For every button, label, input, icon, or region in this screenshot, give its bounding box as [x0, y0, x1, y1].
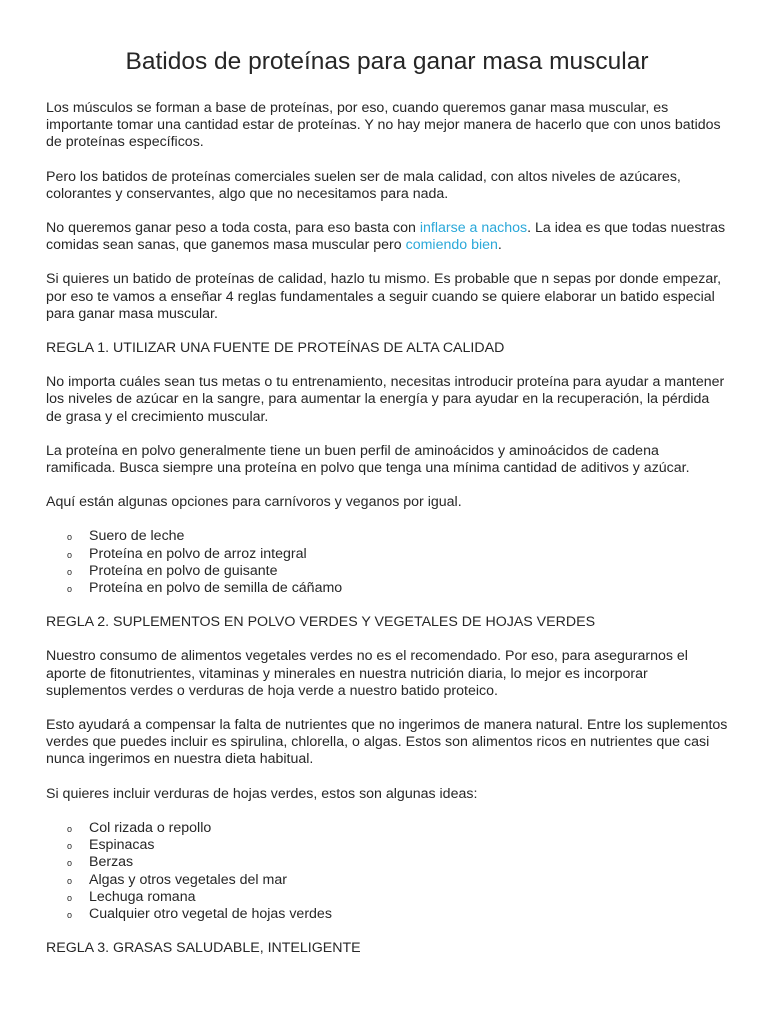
bullet-icon: o	[67, 892, 73, 903]
rule-1-paragraph-1: No importa cuáles sean tus metas o tu entrenamiento, necesitas introducir proteína para ayudar a mantener los niveles de azúcar en la sangre, para aumentar la energía y para ayudar en la recuperación, la pérdida de grasa y el crecimiento muscular.	[46, 374, 725, 425]
list-item	[67, 580, 728, 597]
list-item-text: Proteína en polvo de arroz integral	[89, 545, 307, 562]
rule-2-paragraph-2: Esto ayudará a compensar la falta de nutrientes que no ingerimos de manera natural. Entre los suplementos verdes que puedes incluir es spirulina, chlorella, o algas. Estos son alimentos ricos en nutrientes que casi nunca ingerimos en nuestra dieta habitual.	[46, 717, 728, 768]
rule-1-paragraph-3: Aquí están algunas opciones para carnívoros y veganos por igual.	[46, 494, 462, 511]
list-item-text: Proteína en polvo de semilla de cáñamo	[89, 580, 343, 597]
intro-paragraph-3-text-c: .	[497, 237, 502, 254]
bullet-icon: o	[67, 841, 73, 852]
list-item	[67, 905, 728, 923]
list-item	[67, 545, 728, 563]
list-item	[67, 562, 728, 580]
list-item	[67, 837, 728, 854]
inflarse-a-nachos-link[interactable]: inflarse a nachos	[419, 220, 528, 237]
intro-paragraph-3-text-a: No queremos ganar peso a toda costa, para eso basta con	[46, 220, 420, 237]
rule-1-heading: REGLA 1. UTILIZAR UNA FUENTE DE PROTEÍNAS DE ALTA CALIDAD	[46, 340, 505, 357]
rule-2-paragraph-3: Si quieres incluir verduras de hojas verdes, estos son algunas ideas:	[46, 785, 478, 802]
bullet-icon: o	[67, 858, 73, 869]
list-item-text: Lechuga romana	[89, 888, 196, 905]
list-item	[67, 819, 728, 837]
intro-paragraph-1: Los músculos se forman a base de proteínas, por eso, cuando queremos ganar masa muscular, es importante tomar una cantidad estar de proteínas. Y no hay mejor manera de hacerlo que con unos batidos de proteínas específicos.	[46, 100, 721, 151]
comiendo-bien-link[interactable]: comiendo bien	[405, 237, 498, 254]
bullet-icon: o	[67, 823, 73, 834]
rule-3-heading: REGLA 3. GRASAS SALUDABLE, INTELIGENTE	[46, 940, 361, 957]
intro-paragraph-3	[46, 220, 728, 254]
rule-2-paragraph-1: Nuestro consumo de alimentos vegetales verdes no es el recomendado. Por eso, para asegurarnos el aporte de fitonutrientes, vitaminas y minerales en nuestra nutrición diaria, lo mejor es incorporar suplementos verdes o verduras de hoja verde a nuestro batido proteico.	[46, 648, 688, 699]
list-item	[67, 888, 728, 906]
green-vegetables-list	[46, 820, 728, 923]
bullet-icon: o	[67, 566, 73, 577]
list-item-text: Algas y otros vegetales del mar	[89, 871, 287, 888]
rule-2-heading: REGLA 2. SUPLEMENTOS EN POLVO VERDES Y VEGETALES DE HOJAS VERDES	[46, 614, 596, 631]
bullet-icon: o	[67, 875, 73, 886]
intro-paragraph-3-text-b: . La idea es que todas nuestras comidas sean sanas, que ganemos masa muscular pero	[46, 220, 726, 254]
list-item-text: Suero de leche	[89, 528, 185, 545]
list-item-text: Col rizada o repollo	[89, 819, 212, 836]
bullet-icon: o	[67, 909, 73, 920]
list-item	[67, 528, 728, 545]
list-item	[67, 854, 728, 871]
intro-paragraph-2: Pero los batidos de proteínas comerciales suelen ser de mala calidad, con altos niveles de azúcares, colorantes y conservantes, algo que no necesitamos para nada.	[46, 168, 681, 202]
bullet-icon: o	[67, 549, 73, 560]
rule-1-paragraph-2: La proteína en polvo generalmente tiene un buen perfil de aminoácidos y aminoácidos de cadena ramificada. Busca siempre una proteína en polvo que tenga una mínima cantidad de aditivos y azúcar.	[46, 442, 690, 477]
bullet-icon: o	[67, 584, 73, 595]
protein-options-list	[46, 528, 728, 597]
intro-paragraph-4: Si quieres un batido de proteínas de calidad, hazlo tu mismo. Es probable que n sepas por donde empezar, por eso te vamos a enseñar 4 reglas fundamentales a seguir cuando se quiere elaborar un batido especial para ganar masa muscular.	[46, 271, 722, 322]
list-item-text: Cualquier otro vegetal de hojas verdes	[89, 905, 332, 922]
page-title: Batidos de proteínas para ganar masa muscular	[125, 48, 649, 75]
list-item-text: Proteína en polvo de guisante	[89, 562, 278, 579]
list-item-text: Berzas	[89, 854, 134, 871]
list-item	[67, 871, 728, 889]
list-item-text: Espinacas	[89, 837, 155, 854]
bullet-icon: o	[67, 532, 73, 543]
